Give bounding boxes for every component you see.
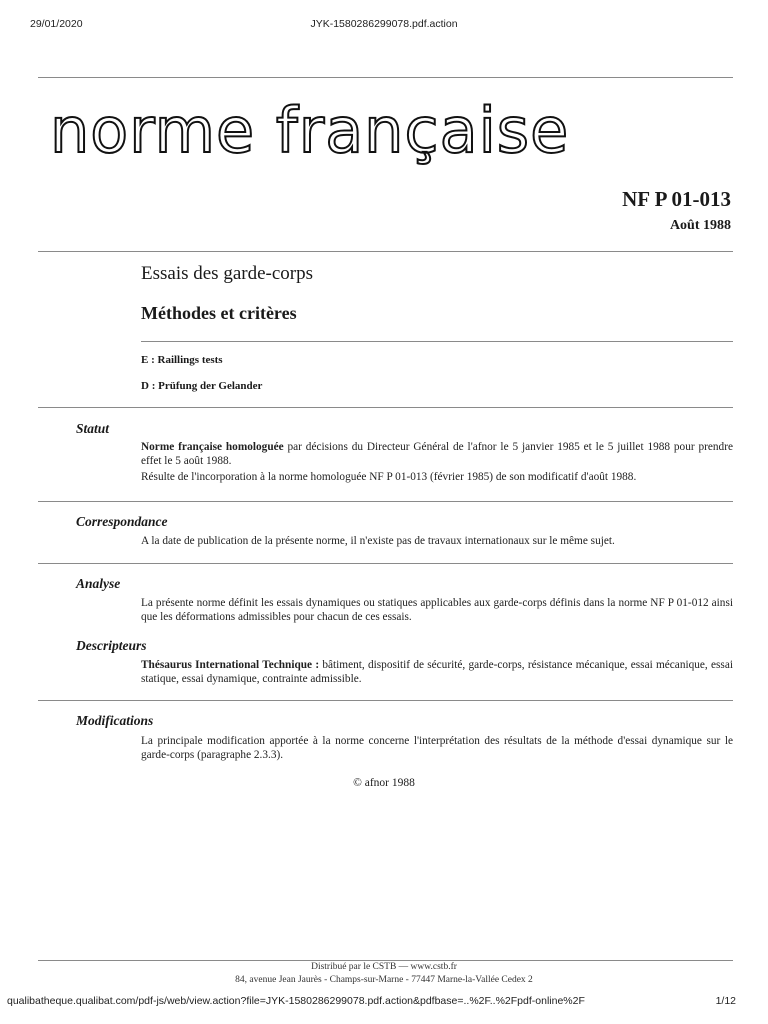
translation-german-label: D : bbox=[141, 380, 156, 392]
section-body-descripteurs bbox=[141, 659, 733, 689]
rule-title bbox=[38, 251, 733, 252]
section-heading-modifications: Modifications bbox=[76, 713, 154, 728]
document-title: Essais des garde-corps bbox=[141, 263, 314, 284]
print-date: 29/01/2020 bbox=[30, 18, 83, 30]
footer-rule bbox=[38, 960, 733, 961]
rule-statut bbox=[38, 407, 733, 408]
footer-address: 84, avenue Jean Jaurès - Champs-sur-Marne - 77447 Marne-la-Vallée Cedex 2 bbox=[235, 975, 533, 985]
document-subtitle: Méthodes et critères bbox=[141, 303, 297, 323]
rule-correspondance bbox=[38, 501, 733, 502]
section-body-analyse bbox=[141, 597, 733, 627]
section-body-modifications bbox=[141, 735, 733, 765]
print-doc-title: JYK-1580286299078.pdf.action bbox=[310, 18, 458, 30]
translation-english-label: E : bbox=[141, 354, 155, 366]
rule-modifications bbox=[38, 700, 733, 701]
section-body-correspondance bbox=[141, 535, 733, 552]
footer-distribution: Distribué par le CSTB — www.cstb.fr bbox=[311, 962, 457, 972]
standard-reference: NF P 01-013 bbox=[622, 187, 731, 211]
translation-german-text: Prüfung der Gelander bbox=[158, 380, 263, 392]
translation-english-text: Raillings tests bbox=[157, 354, 223, 366]
section-heading-descripteurs: Descripteurs bbox=[76, 638, 147, 653]
statut-paragraph-2: Résulte de l'incorporation à la norme homologuée NF P 01-013 (février 1985) de son modificatif d'août 1988. bbox=[141, 471, 637, 483]
standard-date: Août 1988 bbox=[669, 218, 731, 233]
analyse-paragraph: La présente norme définit les essais dynamiques ou statiques applicables aux garde-corps définis dans la norme NF P 01-012 ainsi que les déformations admissibles pour chacun de ces essais. bbox=[141, 597, 733, 623]
descripteurs-bold-lead: Thésaurus International Technique : bbox=[141, 659, 320, 671]
rule-translations bbox=[141, 341, 733, 342]
section-body-statut bbox=[141, 441, 733, 488]
top-rule bbox=[38, 77, 733, 78]
norme-francaise-banner: norme française bbox=[50, 94, 570, 167]
print-page-counter: 1/12 bbox=[715, 995, 736, 1007]
descripteurs-text: bâtiment, dispositif de sécurité, garde-corps, résistance mécanique, essai mécanique, essai statique, essai dynamique, contrainte admissible. bbox=[141, 659, 733, 685]
correspondance-paragraph: A la date de publication de la présente norme, il n'existe pas de travaux internationaux sur le même sujet. bbox=[141, 535, 615, 547]
print-url: qualibatheque.qualibat.com/pdf-js/web/view.action?file=JYK-1580286299078.pdf.action&pdfbase=..%2F..%2Fpdf-online%2F bbox=[7, 995, 585, 1007]
translation-german bbox=[141, 380, 262, 392]
statut-text-1: par décisions du Directeur Général de l'afnor le 5 janvier 1985 et le 5 juillet 1988 pour prendre effet le 5 août 1988. bbox=[141, 441, 733, 467]
statut-paragraph-1 bbox=[141, 441, 733, 468]
section-heading-analyse: Analyse bbox=[76, 576, 121, 591]
rule-analyse bbox=[38, 563, 733, 564]
section-heading-statut: Statut bbox=[76, 421, 110, 436]
section-heading-correspondance: Correspondance bbox=[76, 514, 168, 529]
descripteurs-paragraph bbox=[141, 659, 733, 686]
copyright: © afnor 1988 bbox=[353, 777, 415, 789]
modifications-paragraph: La principale modification apportée à la norme concerne l'interprétation des résultats de la méthode d'essai dynamique sur le garde-corps (paragraphe 2.3.3). bbox=[141, 735, 733, 761]
statut-bold-lead: Norme française homologuée bbox=[141, 441, 284, 453]
translation-english bbox=[141, 354, 223, 366]
